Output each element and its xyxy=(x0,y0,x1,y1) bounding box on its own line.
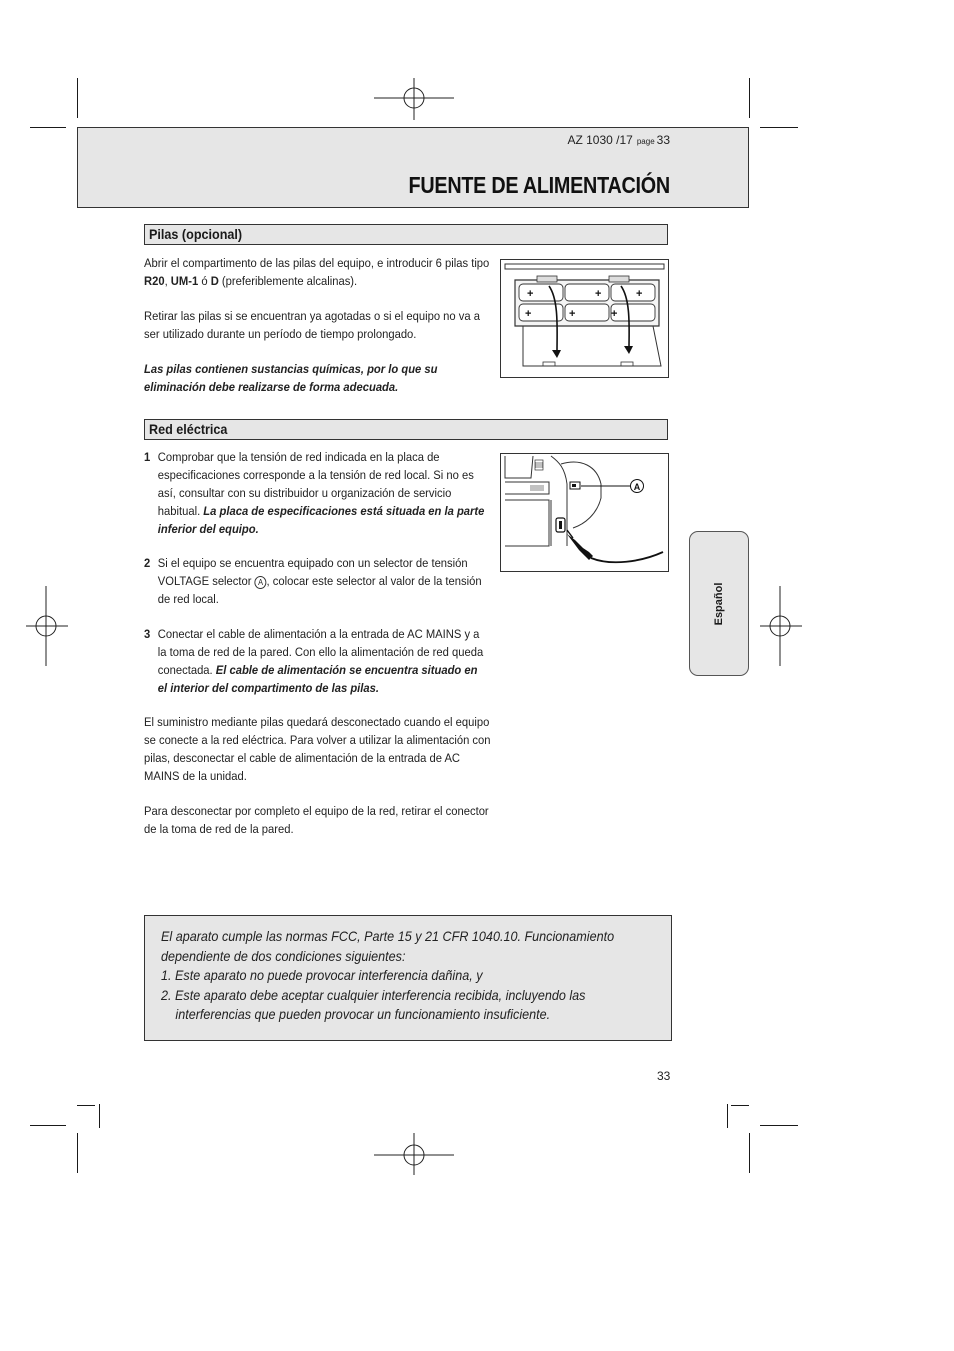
step-1-text: Comprobar que la tensión de red indicada en la placa de especificaciones corresponde a la tensión de red local. Si no es así, consultar con su distribuidor u organización de servicio habitual. xyxy=(157,450,474,518)
step-number: 2 xyxy=(144,556,151,570)
notice-item-1: 1. Este aparato no puede provocar interferencia dañina, y xyxy=(161,967,483,983)
page-title: FUENTE DE ALIMENTACIÓN xyxy=(408,172,670,198)
battery-plus-mark: + xyxy=(527,288,534,300)
registration-mark-bottom xyxy=(374,1133,454,1175)
compliance-notice xyxy=(144,915,672,1041)
step-3-text: Conectar el cable de alimentación a la entrada de AC MAINS y a la toma de red de la pared. Con ello la alimentación de red queda conectada. xyxy=(157,627,484,677)
battery-type-d: D xyxy=(210,274,219,288)
model-ref-text: AZ 1030 /17 xyxy=(567,133,633,147)
page-number: 33 xyxy=(657,1069,671,1083)
p1-or: ó xyxy=(198,274,211,288)
red-paragraph-2: Para desconectar por completo el equipo de la red, retirar el conector de la toma de red de la pared. xyxy=(144,804,489,836)
step-text xyxy=(158,448,489,538)
section-heading-pilas xyxy=(144,224,668,245)
step-1-emphasis: La placa de especificaciones está situada en la parte inferior del equipo. xyxy=(157,504,485,536)
mains-illustration xyxy=(501,454,668,571)
battery-plus-mark: + xyxy=(525,308,532,320)
section-heading-red xyxy=(144,419,668,440)
pilas-paragraph-1 xyxy=(144,254,492,290)
step-number: 3 xyxy=(144,627,151,641)
battery-plus-mark: + xyxy=(611,308,618,320)
battery-plus-mark: + xyxy=(569,308,576,320)
battery-type-um1: UM-1 xyxy=(170,274,199,288)
section-heading-text: Red eléctrica xyxy=(149,421,228,437)
p1-post: (preferiblemente alcalinas). xyxy=(218,274,358,288)
battery-illustration xyxy=(501,260,668,377)
model-reference xyxy=(567,133,670,147)
compliance-notice-text xyxy=(161,927,647,1025)
step-2-text-post: , colocar este selector al valor de la tensión de red local. xyxy=(157,574,482,606)
registration-mark-right xyxy=(760,586,802,666)
pilas-text xyxy=(144,254,492,396)
notice-intro: El aparato cumple las normas FCC, Parte 15 y 21 CFR 1040.10. Funcionamiento dependiente de dos condiciones siguientes: xyxy=(161,928,615,964)
battery-compartment-figure xyxy=(500,259,669,378)
header-band xyxy=(77,127,749,208)
step-2-text-pre: Si el equipo se encuentra equipado con un selector de tensión VOLTAGE selector xyxy=(157,556,468,588)
pilas-paragraph-2: Retirar las pilas si se encuentran ya agotadas o si el equipo no va a ser utilizado durante un período de tiempo prolongado. xyxy=(144,309,480,341)
page-word: page xyxy=(636,137,655,146)
language-label: Español xyxy=(713,582,725,625)
figure-label-a: A xyxy=(633,482,641,492)
registration-mark-left xyxy=(26,586,68,666)
battery-type-r20: R20 xyxy=(144,274,165,288)
mains-connection-figure xyxy=(500,453,669,572)
red-paragraph-1: El suministro mediante pilas quedará desconectado cuando el equipo se conecte a la red eléctrica. Para volver a utilizar la alimentación con pilas, desconectar el cable de alimentación de la entrada de AC MAINS de la unidad. xyxy=(144,715,491,783)
p1-comma: , xyxy=(164,274,171,288)
red-text xyxy=(144,713,495,838)
step-text xyxy=(158,554,489,608)
step-text xyxy=(158,625,489,697)
p1-pre: Abrir el compartimento de las pilas del equipo, e introducir 6 pilas tipo xyxy=(144,256,490,270)
page-ref-number: 33 xyxy=(656,133,670,147)
notice-item-2: 2. Este aparato debe aceptar cualquier interferencia recibida, incluyendo las interferencias que pueden provocar un funcionamiento insuficiente. xyxy=(161,986,586,1022)
language-side-tab xyxy=(689,531,749,676)
circled-marker-a: A xyxy=(255,576,267,589)
section-heading-text: Pilas (opcional) xyxy=(149,226,243,242)
pilas-warning: Las pilas contienen sustancias químicas, por lo que su eliminación debe realizarse de forma adecuada. xyxy=(144,362,438,394)
step-3-emphasis: El cable de alimentación se encuentra situado en el interior del compartimento de las pilas. xyxy=(157,663,478,695)
step-number: 1 xyxy=(144,450,151,464)
battery-plus-mark: + xyxy=(595,288,602,300)
battery-plus-mark: + xyxy=(636,288,643,300)
registration-mark-top xyxy=(374,78,454,120)
